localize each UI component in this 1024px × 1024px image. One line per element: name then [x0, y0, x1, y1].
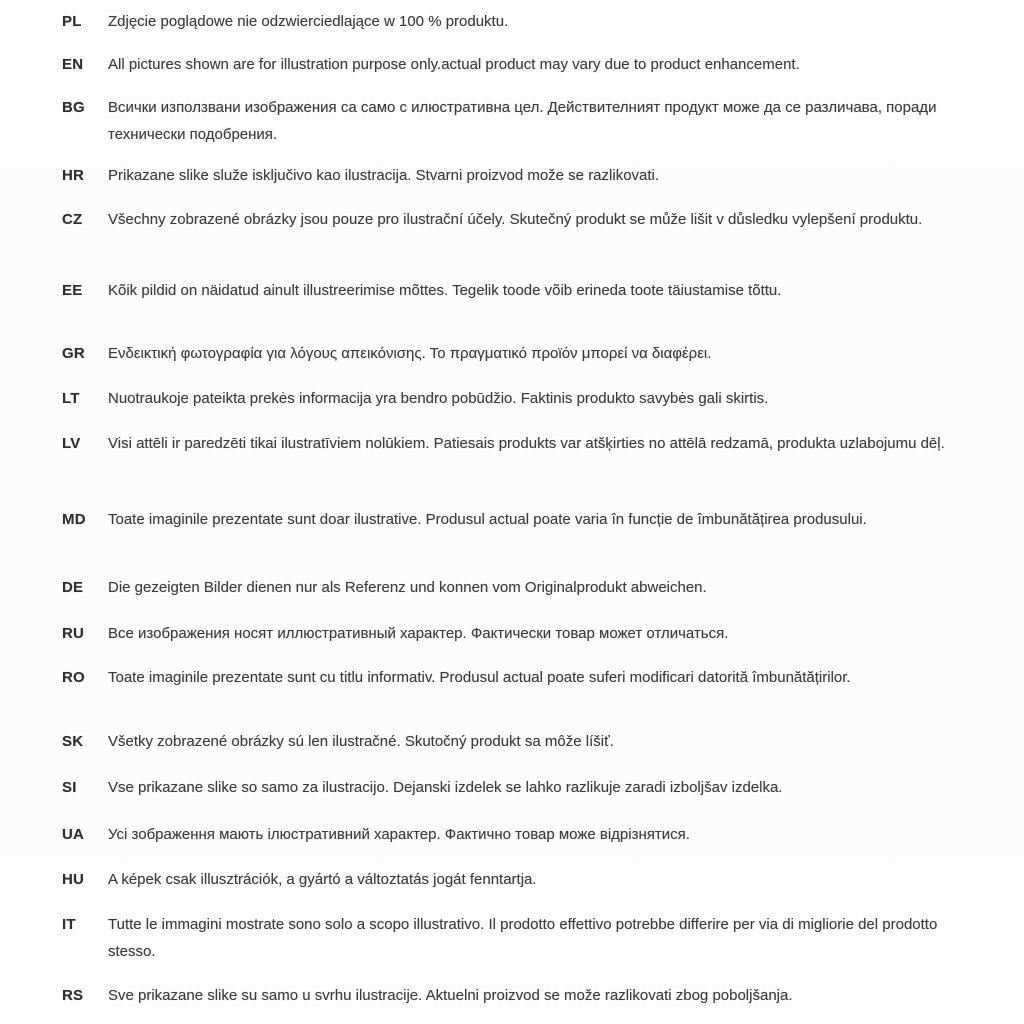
language-row-en: [62, 51, 967, 78]
disclaimer-text: Zdjęcie poglądowe nie odzwierciedlające w 100 % produktu.: [108, 13, 509, 30]
language-code: RU: [62, 625, 85, 642]
disclaimer-text: Vse prikazane slike so samo za ilustracijo. Dejanski izdelek se lahko razlikuje zaradi izboljšav izdelka.: [108, 779, 783, 796]
language-row-ru: [62, 620, 967, 647]
language-row-si: [62, 774, 967, 801]
disclaimer-text: Všetky zobrazené obrázky sú len ilustračné. Skutočný produkt sa môže líšiť.: [108, 733, 614, 750]
disclaimer-text: Nuotraukoje pateikta prekės informacija yra bendro pobūdžio. Faktinis produkto savybės gali skirtis.: [108, 390, 769, 407]
language-code: HU: [62, 871, 85, 888]
language-code: UA: [62, 826, 85, 843]
disclaimer-text: Все изображения носят иллюстративный характер. Фактически товар может отличаться.: [108, 625, 729, 642]
language-code: EE: [62, 282, 83, 299]
language-code: RS: [62, 987, 84, 1004]
language-row-it: [62, 911, 967, 965]
language-row-lv: [62, 430, 967, 457]
disclaimer-text: Prikazane slike služe isključivo kao ilustracija. Stvarni proizvod može se razlikovati.: [108, 167, 660, 184]
language-code: LT: [62, 390, 80, 407]
language-code: DE: [62, 579, 84, 596]
language-row-ee: [62, 277, 967, 304]
disclaimer-text: Sve prikazane slike su samo u svrhu ilustracije. Aktuelni proizvod se može razlikovati zbog poboljšanja.: [108, 987, 793, 1004]
language-code: PL: [62, 13, 82, 30]
language-row-md: [62, 506, 967, 533]
language-row-lt: [62, 385, 967, 412]
disclaimer-text: Kõik pildid on näidatud ainult illustreerimise mõttes. Tegelik toode võib erineda toote täiustamise tõttu.: [108, 282, 782, 299]
language-code: GR: [62, 345, 85, 362]
language-code: RO: [62, 669, 85, 686]
language-code: HR: [62, 167, 85, 184]
disclaimer-text: Die gezeigten Bilder dienen nur als Referenz und konnen vom Originalprodukt abweichen.: [108, 579, 707, 596]
disclaimer-text: Visi attēli ir paredzēti tikai ilustratīviem nolūkiem. Patiesais produkts var atšķirties no attēlā redzamā, produkta uzlabojumu dēļ.: [108, 435, 945, 452]
language-code: MD: [62, 511, 86, 528]
language-code: CZ: [62, 211, 83, 228]
disclaimer-text: Tutte le immagini mostrate sono solo a scopo illustrativo. Il prodotto effettivo potrebbe differire per via di migliorie del prodotto stesso.: [108, 916, 938, 960]
disclaimer-text: All pictures shown are for illustration purpose only.actual product may vary due to product enhancement.: [108, 56, 800, 73]
language-code: SI: [62, 779, 77, 796]
language-row-de: [62, 574, 967, 601]
language-row-sk: [62, 728, 967, 755]
language-code: IT: [62, 916, 76, 933]
language-code: BG: [62, 99, 85, 116]
language-code: EN: [62, 56, 84, 73]
disclaimer-text: Všechny zobrazené obrázky jsou pouze pro ilustrační účely. Skutečný produkt se může lišit v důsledku vylepšení produktu.: [108, 211, 923, 228]
language-row-cz: [62, 206, 967, 233]
language-code: SK: [62, 733, 84, 750]
language-row-gr: [62, 340, 967, 367]
language-row-hu: [62, 866, 967, 893]
language-row-pl: [62, 8, 967, 35]
language-row-hr: [62, 162, 967, 189]
language-code: LV: [62, 435, 81, 452]
language-row-bg: [62, 94, 967, 148]
language-row-rs: [62, 982, 967, 1009]
disclaimer-text: Усі зображення мають ілюстративний характер. Фактично товар може відрізнятися.: [108, 826, 690, 843]
disclaimer-text: Toate imaginile prezentate sunt cu titlu informativ. Produsul actual poate suferi modificari datorită îmbunătățirilor.: [108, 669, 851, 686]
disclaimer-text: A képek csak illusztrációk, a gyártó a változtatás jogát fenntartja.: [108, 871, 537, 888]
language-row-ua: [62, 821, 967, 848]
disclaimer-text: Ενδεικτική φωτογραφία για λόγους απεικόνισης. Το πραγματικό προϊόν μπορεί να διαφέρει.: [108, 345, 712, 362]
disclaimer-text: Toate imaginile prezentate sunt doar ilustrative. Produsul actual poate varia în funcție de îmbunătățirea produsului.: [108, 511, 867, 528]
disclaimer-text: Всички използвани изображения са само с илюстративна цел. Действителният продукт може да се различава, поради технически подобрения.: [108, 99, 937, 143]
language-row-ro: [62, 664, 967, 691]
